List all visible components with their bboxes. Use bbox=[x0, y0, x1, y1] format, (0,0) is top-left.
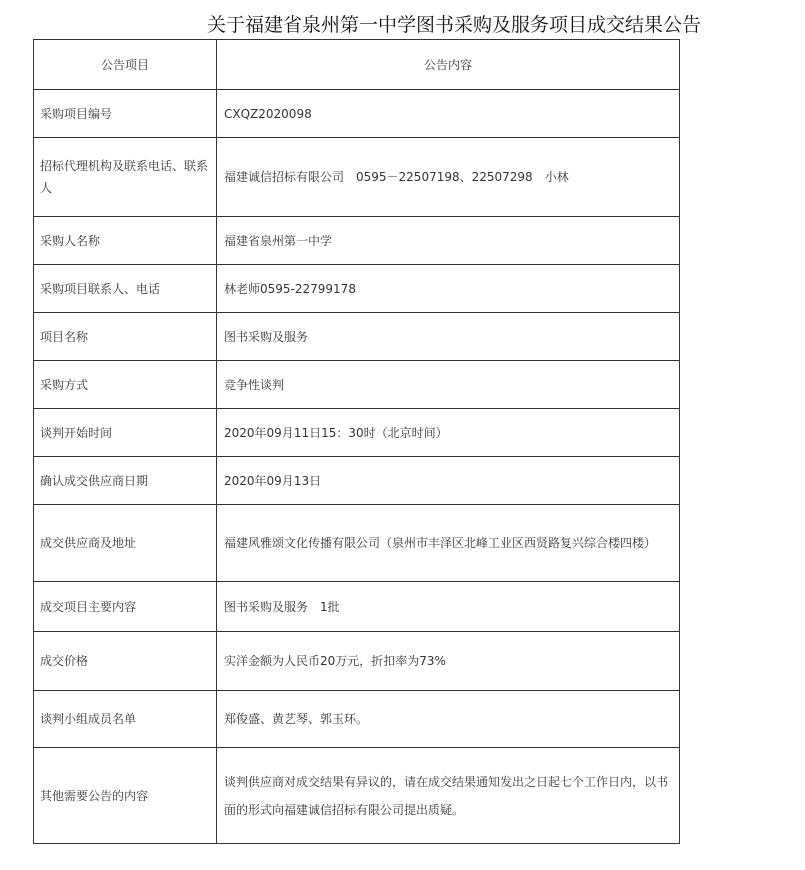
row-value: CXQZ2020098 bbox=[217, 90, 680, 138]
row-label: 谈判小组成员名单 bbox=[34, 691, 217, 748]
table-row bbox=[34, 265, 680, 313]
row-value: 2020年09月13日 bbox=[217, 457, 680, 505]
row-label: 其他需要公告的内容 bbox=[34, 748, 217, 844]
row-label: 采购方式 bbox=[34, 361, 217, 409]
table-row bbox=[34, 217, 680, 265]
announcement-table bbox=[33, 39, 680, 844]
row-value: 林老师0595-22799178 bbox=[217, 265, 680, 313]
table-row bbox=[34, 582, 680, 632]
row-label: 确认成交供应商日期 bbox=[34, 457, 217, 505]
row-value: 郑俊盛、黄艺琴、郭玉环。 bbox=[217, 691, 680, 748]
row-label: 采购人名称 bbox=[34, 217, 217, 265]
row-value: 图书采购及服务 1批 bbox=[217, 582, 680, 632]
column-header-item: 公告项目 bbox=[34, 40, 217, 90]
column-header-content: 公告内容 bbox=[217, 40, 680, 90]
table-row bbox=[34, 748, 680, 844]
row-label: 成交价格 bbox=[34, 632, 217, 691]
row-value: 福建省泉州第一中学 bbox=[217, 217, 680, 265]
table-row bbox=[34, 409, 680, 457]
page-title: 关于福建省泉州第一中学图书采购及服务项目成交结果公告 bbox=[207, 14, 702, 36]
table-row bbox=[34, 361, 680, 409]
row-value: 福建诚信招标有限公司 0595－22507198、22507298 小林 bbox=[217, 138, 680, 217]
row-label: 成交项目主要内容 bbox=[34, 582, 217, 632]
row-label: 项目名称 bbox=[34, 313, 217, 361]
row-value: 谈判供应商对成交结果有异议的，请在成交结果通知发出之日起七个工作日内，以书面的形式向福建诚信招标有限公司提出质疑。 bbox=[217, 748, 680, 844]
table-row bbox=[34, 505, 680, 582]
table-row bbox=[34, 632, 680, 691]
row-value: 图书采购及服务 bbox=[217, 313, 680, 361]
row-label: 采购项目编号 bbox=[34, 90, 217, 138]
table-row bbox=[34, 138, 680, 217]
row-value: 实洋金额为人民币20万元，折扣率为73% bbox=[217, 632, 680, 691]
table-header-row bbox=[34, 40, 680, 90]
table-row bbox=[34, 457, 680, 505]
row-label: 采购项目联系人、电话 bbox=[34, 265, 217, 313]
row-label: 成交供应商及地址 bbox=[34, 505, 217, 582]
row-value: 竞争性谈判 bbox=[217, 361, 680, 409]
row-value: 2020年09月11日15：30时（北京时间） bbox=[217, 409, 680, 457]
table-row bbox=[34, 90, 680, 138]
row-value: 福建风雅颂文化传播有限公司（泉州市丰泽区北峰工业区西贤路复兴综合楼四楼） bbox=[217, 505, 680, 582]
row-label: 谈判开始时间 bbox=[34, 409, 217, 457]
table-row bbox=[34, 313, 680, 361]
table-row bbox=[34, 691, 680, 748]
row-label: 招标代理机构及联系电话、联系人 bbox=[34, 138, 217, 217]
